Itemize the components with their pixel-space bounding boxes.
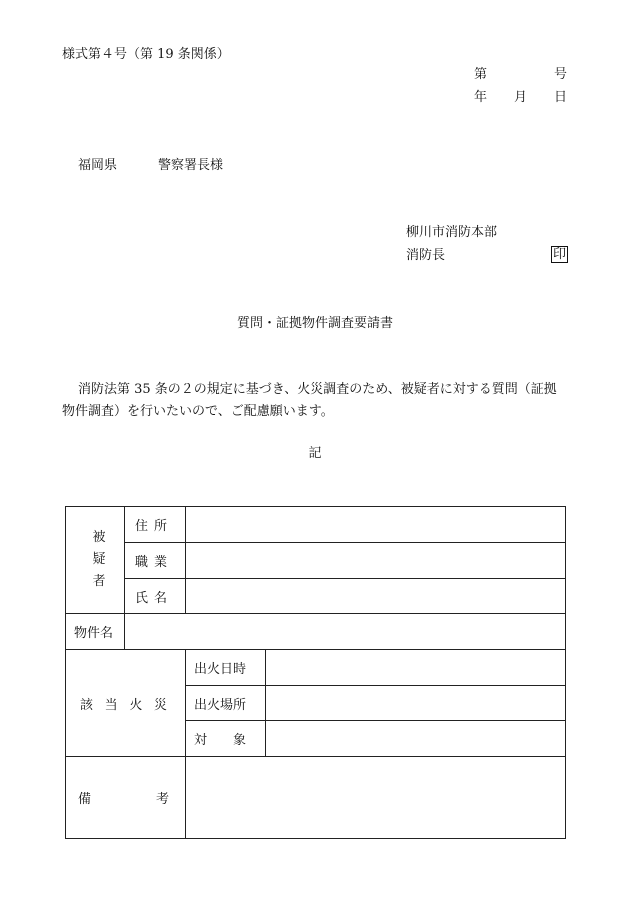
remarks-field[interactable] [186, 757, 566, 839]
suspect-label-char-1: 被 [92, 530, 106, 545]
remarks-label-char-1: 備 [78, 792, 92, 807]
fire-label-char-3: 火 [129, 697, 143, 713]
target-label-char-1: 対 [194, 733, 208, 748]
item-field[interactable] [125, 614, 566, 650]
fire-label-char-4: 災 [153, 697, 167, 713]
document-date [474, 90, 567, 106]
target-label-cell [186, 721, 266, 757]
date-year: 年 [474, 90, 488, 105]
item-label-cell [66, 614, 125, 650]
suspect-label-char-3: 者 [92, 574, 106, 589]
doc-number-prefix: 第 [474, 67, 488, 82]
name-label-char-2: 名 [153, 590, 167, 606]
fire-label-cell [66, 650, 186, 757]
seal-mark: 印 [553, 247, 567, 262]
fire-label-char-1: 該 [80, 697, 94, 713]
fire-place-label-cell [186, 686, 266, 721]
addressee-prefecture: 福岡県 [78, 158, 118, 173]
item-label: 物件名 [74, 626, 114, 641]
fire-datetime-label: 出火日時 [194, 662, 247, 677]
name-label-cell [125, 579, 186, 614]
fire-place-field[interactable] [266, 686, 566, 721]
occupation-label-char-2: 業 [153, 555, 167, 570]
body-text-line-1: 消防法第 35 条の２の規定に基づき、火災調査のため、被疑者に対する質問（証拠 [78, 382, 557, 397]
remarks-label-char-2: 考 [155, 792, 169, 807]
date-month: 月 [513, 90, 527, 105]
remarks-label-cell [66, 757, 186, 839]
ki-note: 記 [308, 446, 322, 461]
date-day: 日 [553, 90, 567, 105]
document-title: 質問・証拠物件調査要請書 [236, 316, 393, 331]
name-label-char-1: 氏 [135, 590, 149, 606]
address-label-char-2: 所 [153, 519, 167, 534]
fire-datetime-field[interactable] [266, 650, 566, 686]
sender-title: 消防長 [406, 248, 446, 263]
document-number [474, 67, 567, 83]
request-form-table [65, 506, 566, 839]
fire-label-char-2: 当 [104, 697, 118, 713]
suspect-label-char-2: 疑 [92, 552, 106, 567]
target-label-char-2: 象 [232, 733, 246, 748]
occupation-label-char-1: 職 [135, 555, 149, 570]
body-text-line-2: 物件調査）を行いたいので、ご配慮願います。 [62, 404, 334, 419]
address-label-char-1: 住 [135, 519, 149, 534]
doc-number-suffix: 号 [553, 67, 567, 82]
fire-datetime-label-cell [186, 650, 266, 686]
occupation-field[interactable] [186, 543, 566, 579]
addressee-office: 警察署長様 [158, 158, 224, 173]
name-field[interactable] [186, 579, 566, 614]
target-field[interactable] [266, 721, 566, 757]
address-field[interactable] [186, 507, 566, 543]
address-label-cell [125, 507, 186, 543]
form-number: 様式第４号（第 19 条関係） [62, 47, 230, 62]
sender-org: 柳川市消防本部 [406, 225, 498, 240]
fire-place-label: 出火場所 [194, 697, 247, 713]
occupation-label-cell [125, 543, 186, 579]
suspect-label-cell [66, 507, 125, 614]
